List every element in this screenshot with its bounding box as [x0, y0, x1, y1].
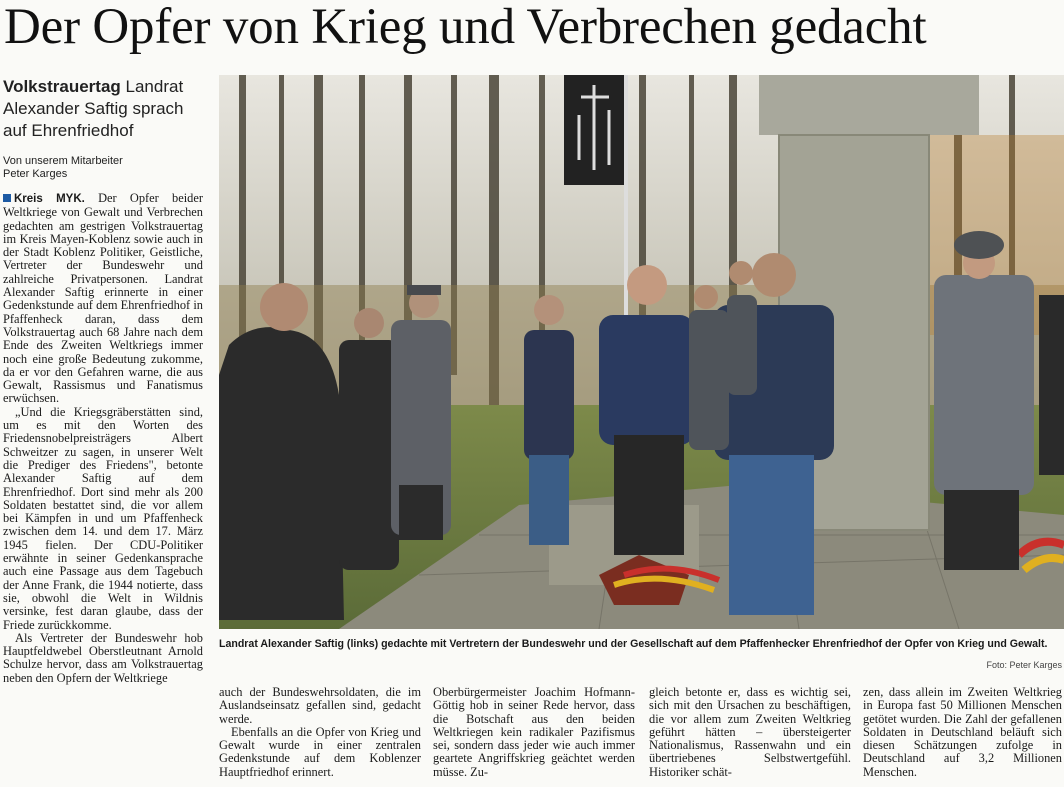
kicker: Volkstrauertag — [3, 77, 121, 96]
article-body-col2 — [219, 686, 421, 787]
paragraph-3: Als Vertreter der Bundeswehr hob Hauptfeldwebel Oberstleutnant Arnold Schulze hervor, dass am Volkstrauertag neben den Opfern der Weltkriege — [3, 630, 203, 685]
col5-paragraph-1: zen, dass allein im Zweiten Weltkrieg in Europa fast 50 Millionen Menschen getötet wurden. Die Zahl der gefallenen Soldaten in Deutschland beläuft sich diesen Schätzungen zufolge in Deutschland auf 3,2 Millionen Menschen. — [863, 686, 1062, 779]
paragraph-1-text: Der Opfer beider Weltkriege von Gewalt und Verbrechen gedachten am gestrigen Volkstrauertag im Kreis Mayen-Koblenz sowie auch in der Stadt Koblenz Politiker, Geistliche, Vertreter der Bundeswehr und zahlreiche Privatpersonen. Landrat Alexander Saftig erinnerte in einer Gedenkstunde auf dem Ehrenfriedhof in Pfaffenheck daran, dass dem Volkstrauertag auch 68 Jahre nach dem Ende des Zweiten Weltkriegs immer noch eine große Bedeutung zukomme, da er vor den Gefahren warne, die aus Gewalt, Rassismus und Fanatismus erwüchsen. — [3, 191, 203, 406]
col4-paragraph-1: gleich betonte er, dass es wichtig sei, sich mit den Ursachen zu beschäftigen, die vor allem zum Zweiten Weltkrieg geführt hätten – übersteigerter Nationalismus, Rassenwahn und ein übertriebenes Selbstwertgefühl. Historiker schät- — [649, 686, 851, 779]
photo-caption: Landrat Alexander Saftig (links) gedachte mit Vertretern der Bundeswehr und der Gesellschaft auf dem Pfaffenhecker Ehrenfriedhof der Opfer von Krieg und Gewalt. — [219, 638, 1048, 650]
left-column — [3, 76, 203, 685]
article-body-col4 — [649, 686, 851, 787]
col2-paragraph-1: auch der Bundeswehrsoldaten, die im Auslandseinsatz gefallen sind, gedacht werde. — [219, 686, 421, 726]
col2-paragraph-2: Ebenfalls an die Opfer von Krieg und Gewalt wurde in einer zentralen Gedenkstunde auf dem Koblenzer Hauptfriedhof erinnert. — [219, 724, 421, 779]
paragraph-1 — [3, 192, 203, 406]
article-body-col5 — [863, 686, 1062, 787]
byline — [3, 155, 203, 181]
headline: Der Opfer von Krieg und Verbrechen gedacht — [4, 0, 927, 55]
article-photo — [219, 75, 1064, 629]
location-tag: Kreis MYK. — [14, 193, 85, 205]
paragraph-2: „Und die Kriegsgräberstätten sind, um es mit den Worten des Friedensnobelpreisträgers Albert Schweitzer zu sagen, in unserer Welt die Prediger des Friedens", betonte Alexander Saftig auf dem Ehrenfriedhof. Dort sind mehr als 200 Soldaten bestattet sind, die vor allem bei Kämpfen in und um Pfaffenheck zwischen dem 14. und dem 17. März 1945 fielen. Der CDU-Politiker erwähnte in seiner Gedenkansprache auch eine Passage aus dem Tagebuch der Anne Frank, die 1944 notierte, dass sie, obwohl die Welt in Wildnis versinke, fest daran glaube, dass der Friede zurückkomme. — [3, 404, 203, 632]
article-body-col1 — [3, 192, 203, 685]
col3-paragraph-1: Oberbürgermeister Joachim Hofmann-Göttig hob in seiner Rede hervor, dass die Botschaft aus den beiden Weltkriegen kein radikaler Pazifismus sei, sondern dass jeder wie auch immer geartete Angriffskrieg geächtet werden müsse. Zu- — [433, 686, 635, 779]
ortsmarke-square-icon — [3, 194, 11, 202]
article-body-col3 — [433, 686, 635, 787]
subhead-text: Landrat Alexander Saftig sprach auf Ehrenfriedhof — [3, 77, 184, 140]
photo-credit: Foto: Peter Karges — [986, 660, 1062, 670]
byline-line-1: Von unserem Mitarbeiter — [3, 155, 123, 167]
byline-author: Peter Karges — [3, 168, 68, 180]
subheadline — [3, 76, 203, 142]
